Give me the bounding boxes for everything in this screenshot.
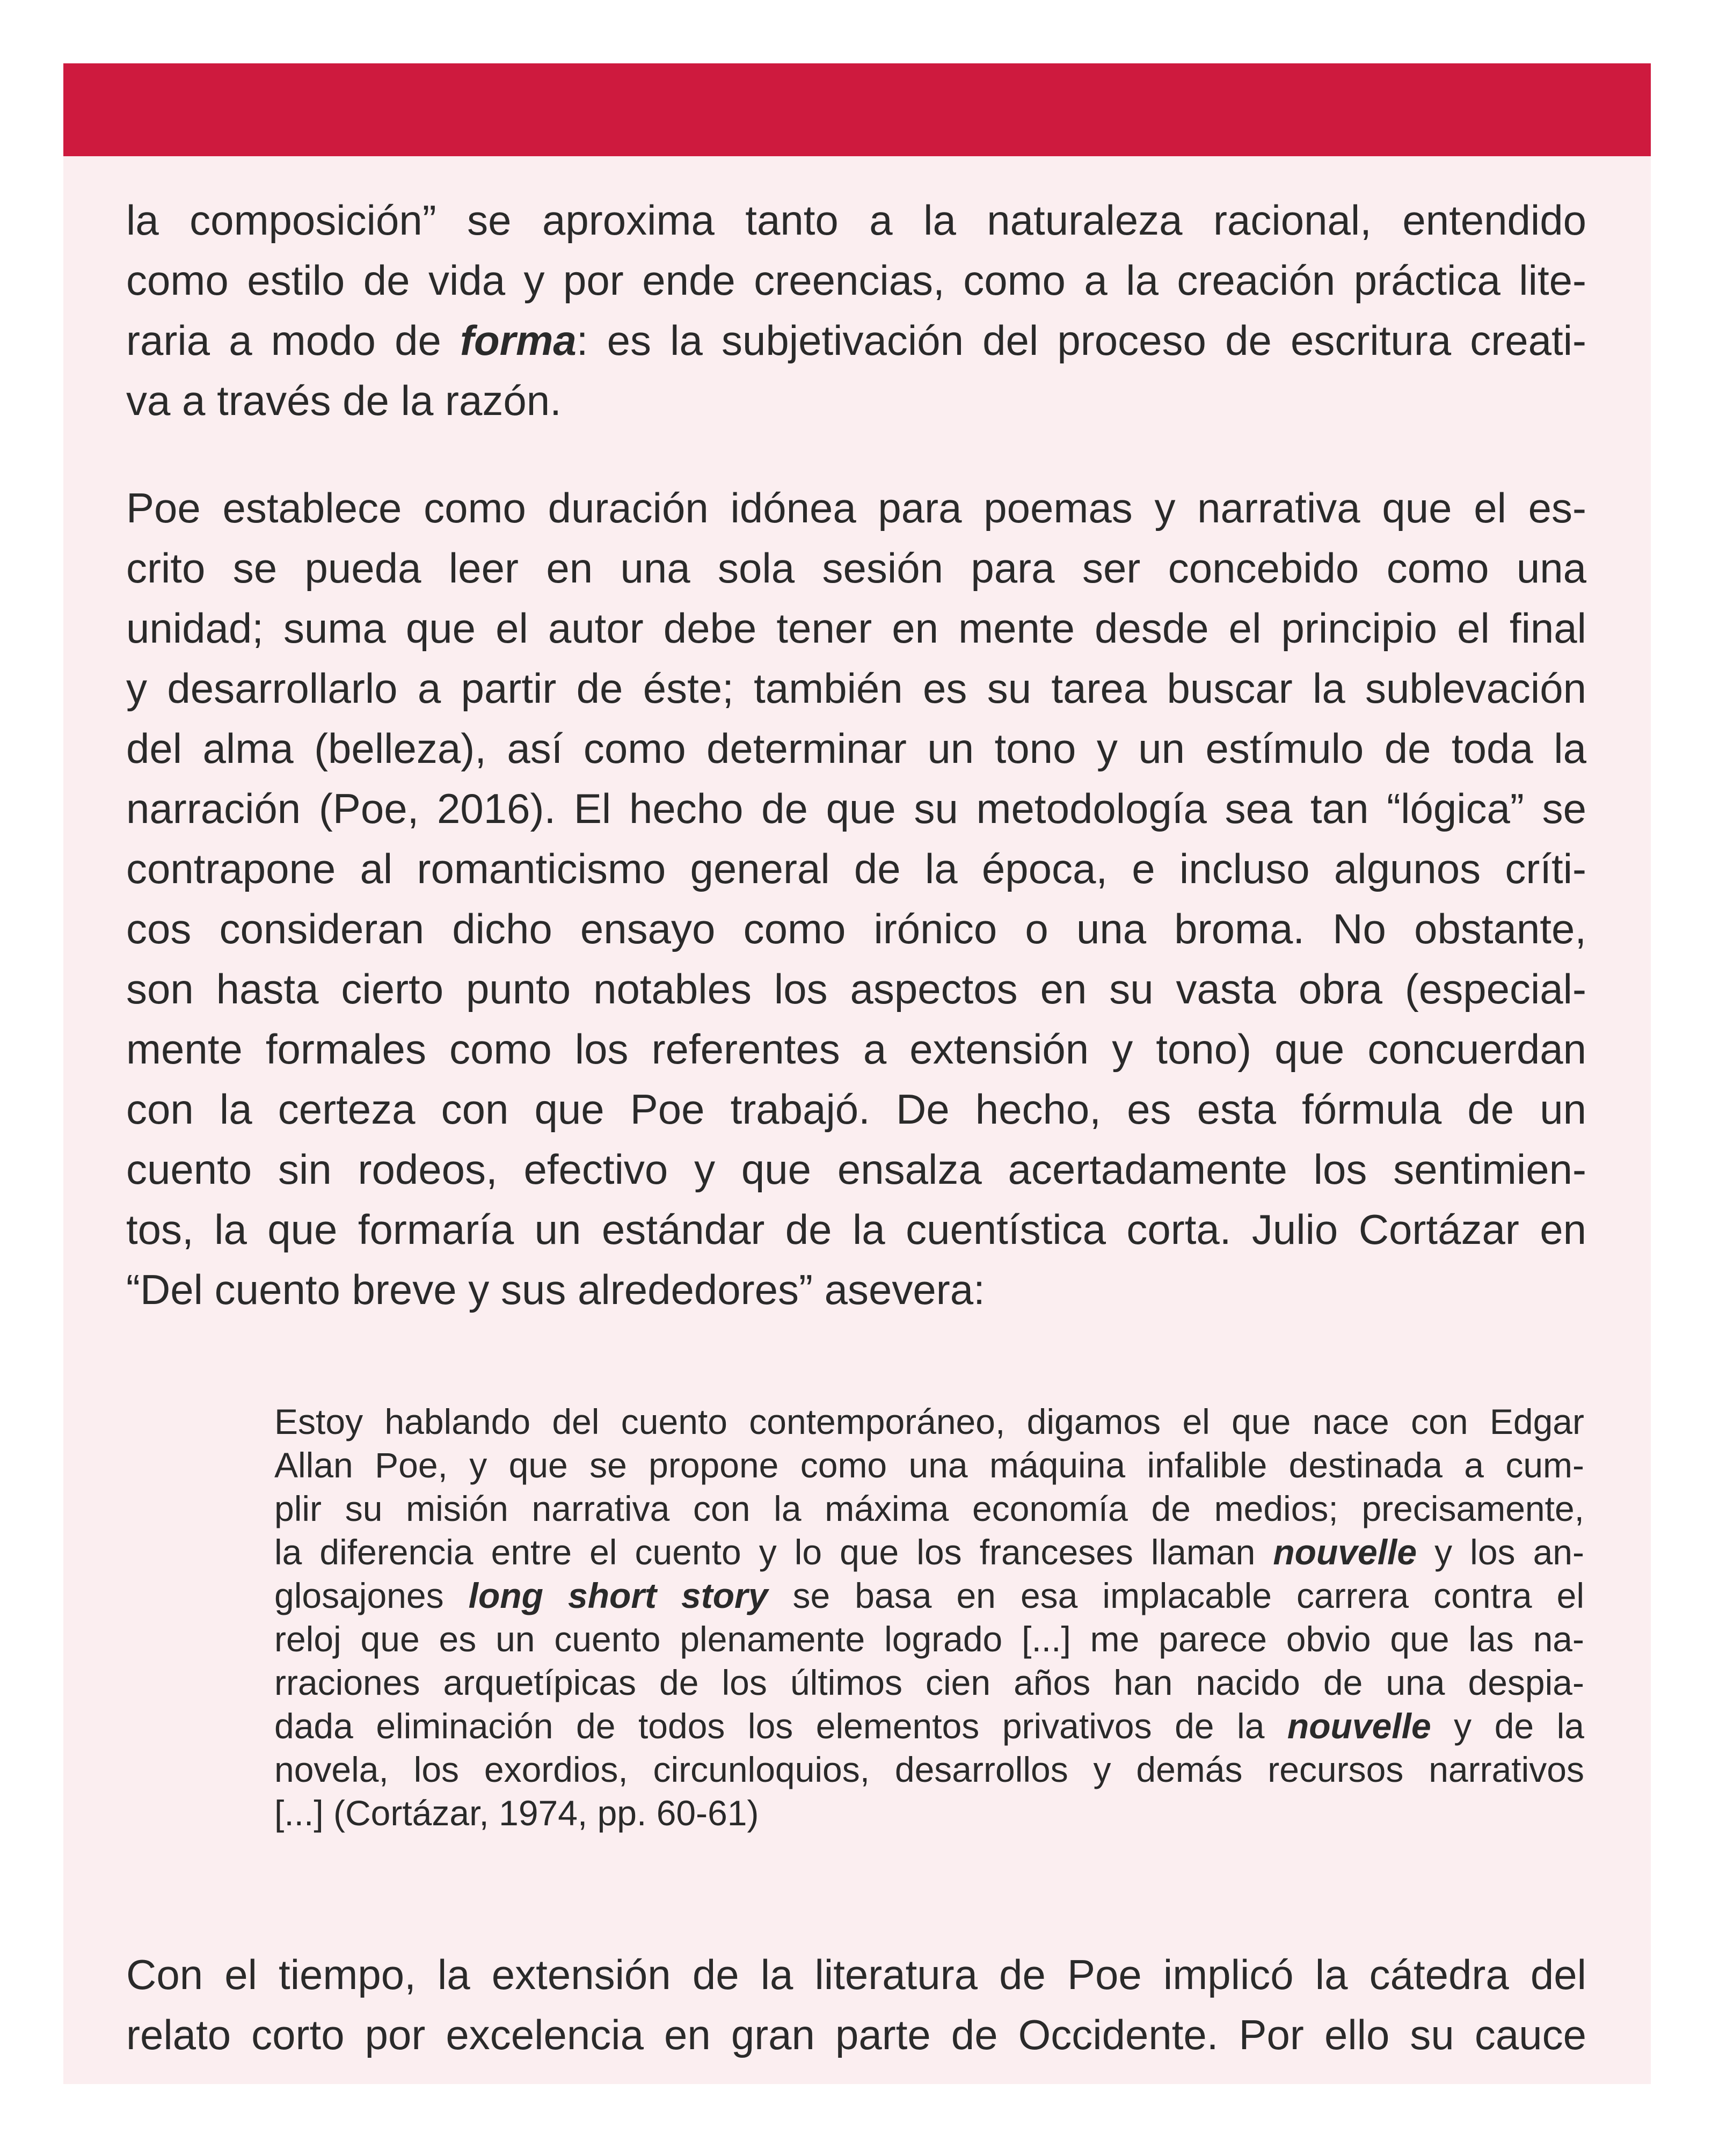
text-run: mente formales como los referentes a extensión y tono) que concuerdan [126,1025,1586,1073]
text-line [126,1259,1586,1320]
text-line [126,658,1586,718]
text-run: con la certeza con que Poe trabajó. De hecho, es esta fórmula de un [126,1086,1586,1133]
text-line [126,778,1586,839]
text-run: Estoy hablando del cuento contemporáneo, digamos el que nace con Edgar [274,1402,1584,1441]
text-line [274,1487,1584,1531]
text-run: [...] (Cortázar, 1974, pp. 60-61) [274,1793,759,1833]
text-run: y desarrollarlo a partir de éste; también es su tarea buscar la sublevación [126,665,1586,712]
header-bar [63,63,1651,156]
text-run: como estilo de vida y por ende creencias, como a la creación práctica lite- [126,257,1586,304]
text-line [274,1400,1584,1444]
text-run: contrapone al romanticismo general de la época, e incluso algunos críti- [126,845,1586,892]
text-line [274,1444,1584,1487]
text-run: raria a modo de [126,317,461,364]
emphasis-text: long short story [468,1576,768,1615]
text-run: son hasta cierto punto notables los aspectos en su vasta obra (especial- [126,965,1586,1013]
text-line [126,538,1586,598]
text-line [274,1531,1584,1574]
text-line [126,718,1586,778]
paragraph-1 [126,190,1586,431]
text-run: cuento sin rodeos, efectivo y que ensalza acertadamente los sentimien- [126,1146,1586,1193]
text-line [126,2005,1586,2065]
text-line [274,1748,1584,1791]
text-run: crito se pueda leer en una sola sesión para ser concebido como una [126,544,1586,592]
text-line [274,1705,1584,1748]
text-line [126,478,1586,538]
text-run: plir su misión narrativa con la máxima economía de medios; precisamente, [274,1489,1584,1528]
text-line [126,370,1586,431]
text-run: Poe establece como duración idónea para poemas y narrativa que el es- [126,484,1586,531]
text-run: reloj que es un cuento plenamente logrado [...] me parece obvio que las na- [274,1619,1584,1659]
text-line [126,250,1586,310]
text-run: cos consideran dicho ensayo como irónico o una broma. No obstante, [126,905,1586,952]
paragraph-3 [126,1944,1586,2065]
text-line [126,899,1586,959]
text-run: : es la subjetivación del proceso de escritura creati- [576,317,1586,364]
text-run: novela, los exordios, circunloquios, desarrollos y demás recursos narrativos [274,1750,1584,1789]
text-run: rraciones arquetípicas de los últimos cien años han nacido de una despia- [274,1663,1584,1702]
text-line [126,1944,1586,2005]
text-run: y de la [1431,1706,1584,1746]
emphasis-text: nouvelle [1273,1532,1417,1572]
text-run: unidad; suma que el autor debe tener en mente desde el principio el final [126,604,1586,652]
text-line [274,1618,1584,1661]
text-line [126,310,1586,370]
text-run: y los an- [1417,1532,1584,1572]
text-line [126,598,1586,658]
text-run: dada eliminación de todos los elementos privativos de la [274,1706,1287,1746]
text-run: relato corto por excelencia en gran parte de Occidente. Por ello su cauce [126,2011,1586,2058]
text-line [126,190,1586,250]
text-run: la diferencia entre el cuento y lo que los franceses llaman [274,1532,1273,1572]
text-run: se basa en esa implacable carrera contra el [768,1576,1584,1615]
text-line [274,1574,1584,1618]
emphasis-text: nouvelle [1287,1706,1431,1746]
text-run: tos, la que formaría un estándar de la cuentística corta. Julio Cortázar en [126,1206,1586,1253]
text-run: glosajones [274,1576,469,1615]
text-run: la composición” se aproxima tanto a la naturaleza racional, entendido [126,196,1586,244]
text-run: narración (Poe, 2016). El hecho de que su metodología sea tan “lógica” se [126,785,1586,832]
paragraph-2 [126,478,1586,1320]
text-line [126,1139,1586,1199]
text-run: del alma (belleza), así como determinar un tono y un estímulo de toda la [126,725,1586,772]
text-line [126,1079,1586,1139]
text-line [126,959,1586,1019]
text-run: va a través de la razón. [126,377,562,424]
text-run: Con el tiempo, la extensión de la literatura de Poe implicó la cátedra del [126,1951,1586,1998]
text-line [126,1019,1586,1079]
page-panel [63,63,1651,2084]
emphasis-text: forma [460,317,577,364]
block-quote [274,1400,1584,1835]
text-line [274,1791,1584,1835]
text-line [126,839,1586,899]
text-line [274,1661,1584,1705]
text-run: “Del cuento breve y sus alrededores” asevera: [126,1266,985,1313]
text-line [126,1199,1586,1259]
text-run: Allan Poe, y que se propone como una máquina infalible destinada a cum- [274,1445,1584,1485]
